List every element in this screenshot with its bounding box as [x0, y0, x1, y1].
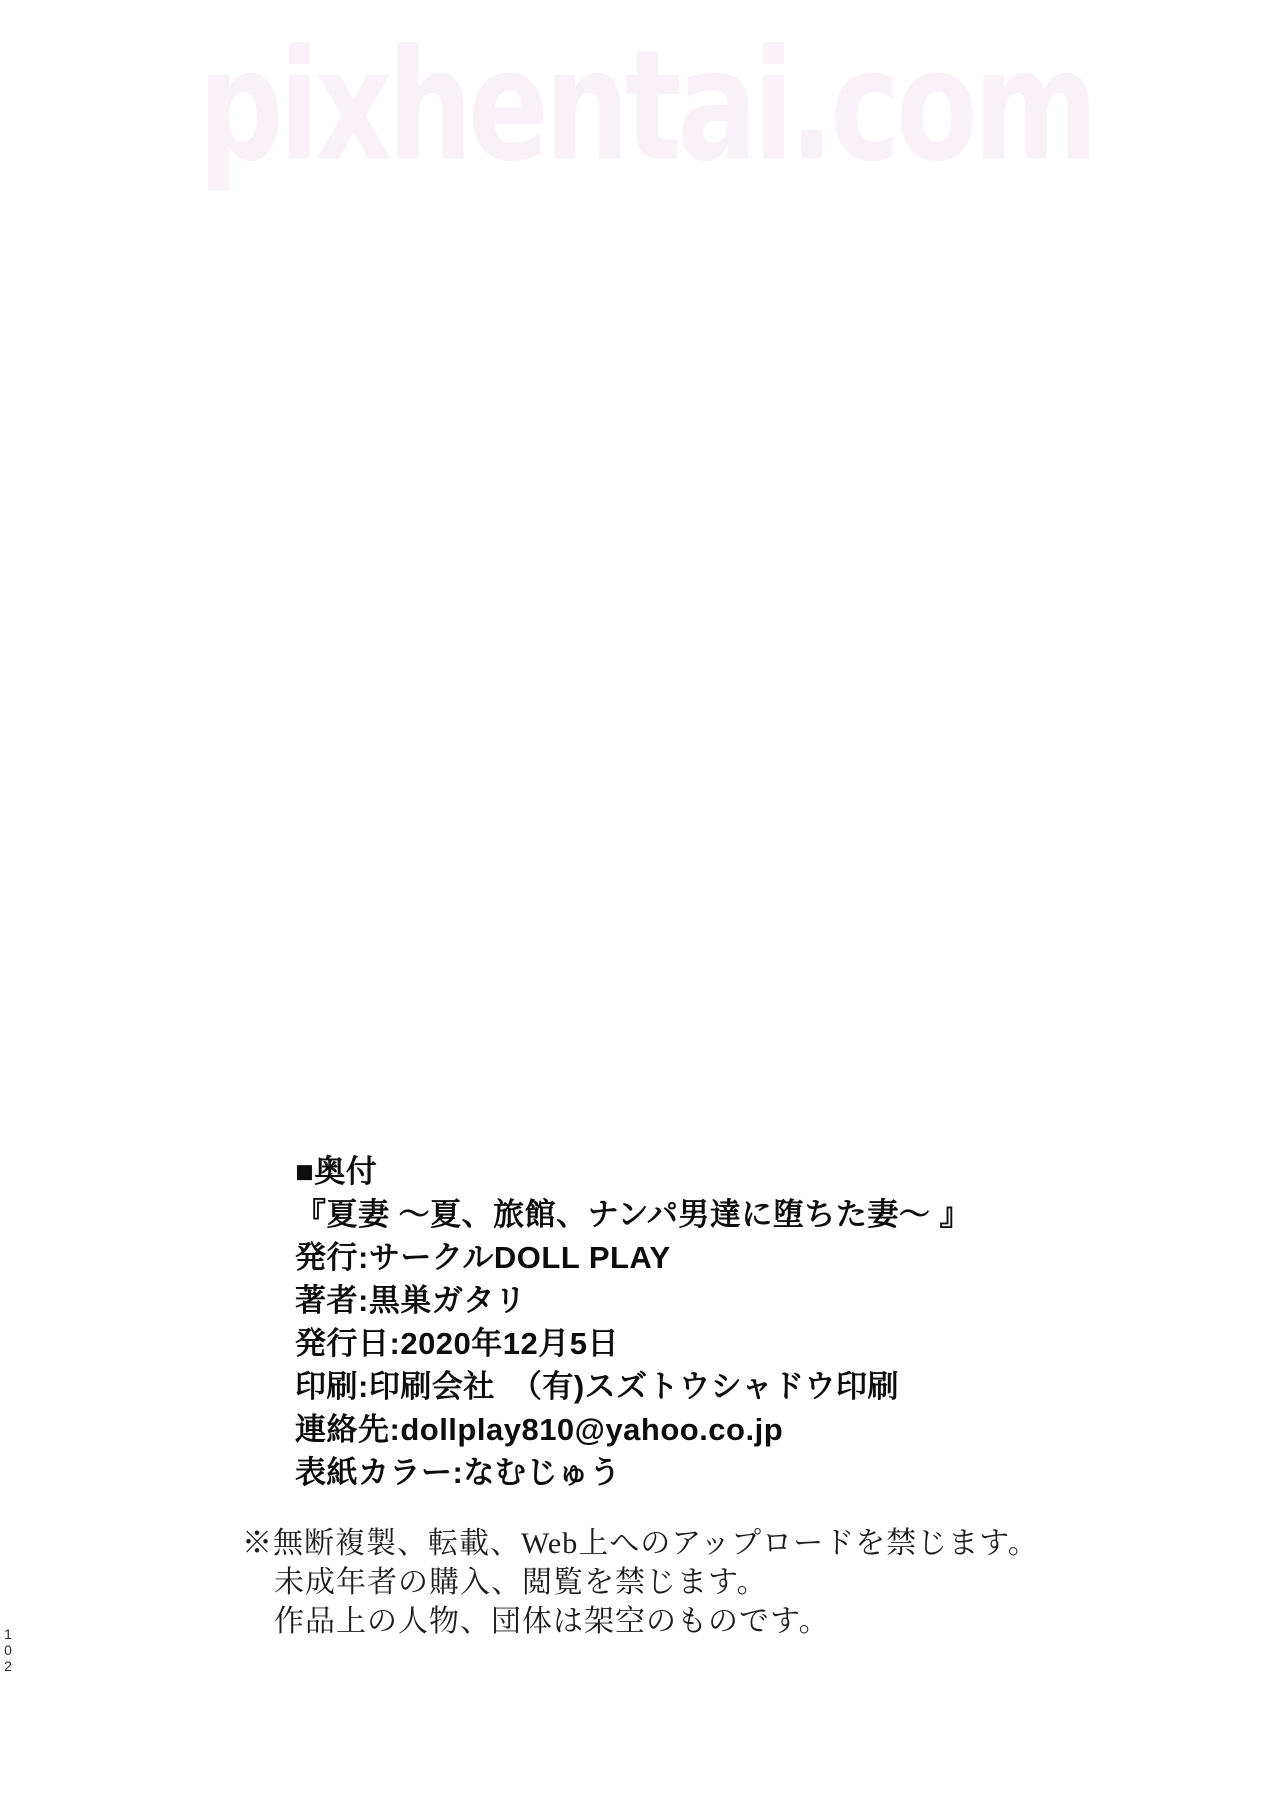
- book-title: 『夏妻 ～夏、旅館、ナンパ男達に堕ちた妻～ 』: [295, 1197, 972, 1232]
- page-number: [1, 1626, 15, 1674]
- disclaimer-block: [242, 1524, 1039, 1641]
- site-watermark: pixhentai.com: [198, 18, 1094, 196]
- disclaimer-line-no-reproduction: ※無断複製、転載、Web上へのアップロードを禁じます。: [242, 1527, 1039, 1560]
- cover-color-line: 表紙カラー:なむじゅう: [295, 1455, 621, 1490]
- contact-line: 連絡先:dollplay810@yahoo.co.jp: [295, 1412, 784, 1447]
- page-number-digit: 0: [4, 1642, 12, 1658]
- page-number-digit: 2: [4, 1658, 12, 1674]
- page-number-digit: 1: [4, 1626, 12, 1642]
- colophon-heading: ■奥付: [295, 1154, 378, 1189]
- disclaimer-line-minors: 未成年者の購入、閲覧を禁じます。: [274, 1566, 768, 1599]
- printer-line: 印刷:印刷会社 （有)スズトウシャドウ印刷: [295, 1369, 900, 1404]
- publish-date-line: 発行日:2020年12月5日: [295, 1326, 620, 1361]
- publisher-line: 発行:サークルDOLL PLAY: [295, 1240, 671, 1275]
- disclaimer-line-fictional: 作品上の人物、団体は架空のものです。: [274, 1605, 830, 1638]
- author-line: 著者:黒巣ガタリ: [295, 1283, 527, 1318]
- colophon-block: [295, 1150, 971, 1494]
